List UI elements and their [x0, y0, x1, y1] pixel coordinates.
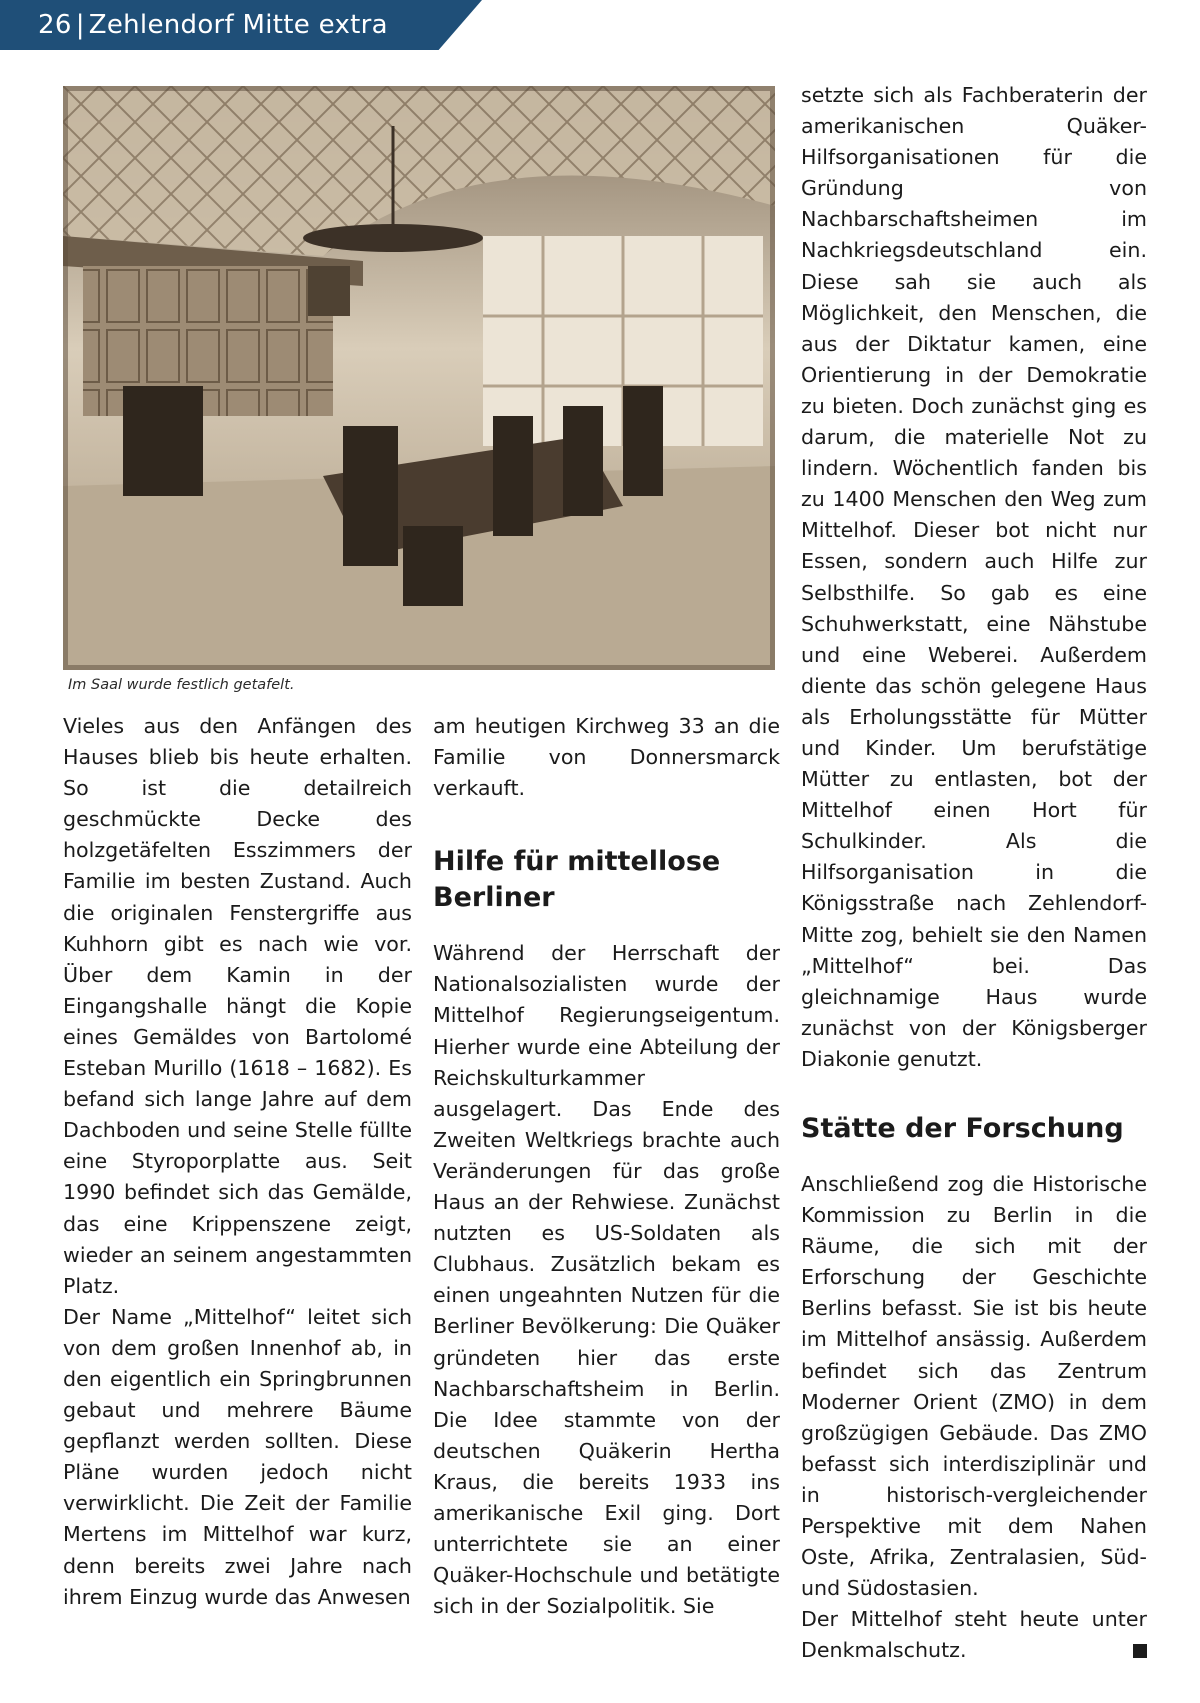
section-title: Zehlendorf Mitte extra	[88, 10, 388, 40]
wall-paneling	[83, 266, 333, 416]
paragraph: Anschließend zog die Historische Kommission zu Berlin in die Räume, die sich mit der Erforschung der Geschichte Berlins befasst. Sie ist bis heute im Mittelhof ansässig. Außerdem befindet sich das Zentrum Moderner Orient (ZMO) in dem großzügigen Gebäude. Das ZMO befasst sich interdisziplinär und in historisch-vergleichender Perspektive mit dem Nahen Oste, Afrika, Zentralasien, Süd- und Südostasien.	[801, 1172, 1147, 1601]
paragraph: am heutigen Kirchweg 33 an die Familie von Donnersmarck verkauft.	[433, 714, 780, 801]
paragraph: Während der Herrschaft der Nationalsozialisten wurde der Mittelhof Regierungseigentum. Hierher wurde eine Abteilung der Reichskulturkammer ausgelagert. Das Ende des Zweiten Weltkriegs brachte auch Veränderungen für das große Haus an der Rehwiese. Zunächst nutzten es US-Soldaten als Clubhaus. Zusätzlich bekam es einen ungeahnten Nutzen für die Berliner Bevölkerung: Die Quäker gründeten hier das erste Nachbarschaftsheim in Berlin. Die Idee stammte von der deutschen Quäkerin Hertha Kraus, die bereits 1933 ins amerikanische Exil ging. Dort unterrichtete sie an einer Quäker-Hochschule und betätigte sich in der Sozialpolitik. Sie	[433, 941, 780, 1619]
subheading: Stätte der Forschung	[801, 1113, 1124, 1144]
page-number: 26	[38, 10, 72, 40]
header-separator: |	[75, 10, 85, 40]
closing-paragraph	[801, 1604, 1147, 1666]
article-column-middle	[433, 711, 780, 1622]
article-column-right	[801, 80, 1147, 1667]
article-column-left	[63, 711, 412, 1613]
paragraph: Vieles aus den Anfängen des Hauses blieb bis heute erhalten. So ist die detailreich geschmückte Decke des holzgetäfelten Esszimmers der Familie im besten Zustand. Auch die originalen Fenstergriffe aus Kuhhorn gibt es nach wie vor. Über dem Kamin in der Eingangshalle hängt die Kopie eines Gemäldes von Bartolomé Esteban Murillo (1618 – 1682). Es befand sich lange Jahre auf dem Dachboden und seine Stelle füllte eine Styroporplatte aus. Seit 1990 befindet sich das Gemälde, das eine Krippenszene zeigt, wieder an seinem angestammten Platz.	[63, 714, 412, 1298]
chandelier	[303, 224, 483, 252]
page-header	[38, 10, 388, 40]
closing-text: Der Mittelhof steht heute unter Denkmalschutz.	[801, 1607, 1147, 1663]
dining-hall-photo	[63, 86, 775, 670]
paragraph: setzte sich als Fachberaterin der amerikanischen Quäker-Hilfsorganisationen für die Gründung von Nachbarschaftsheimen im Nachkriegsdeutschland ein. Diese sah sie auch als Möglichkeit, den Menschen, die aus der Diktatur kamen, eine Orientierung in der Demokratie zu bieten. Doch zunächst ging es darum, die materielle Not zu lindern. Wöchentlich fanden bis zu 1400 Menschen den Weg zum Mittelhof. Dieser bot nicht nur Essen, sondern auch Hilfe zur Selbsthilfe. So gab es eine Schuhwerkstatt, eine Nähstube und eine Weberei. Außerdem diente das schön gelegene Haus als Erholungsstätte für Mütter und Kinder. Um berufstätige Mütter zu entlasten, bot der Mittelhof einen Hort für Schulkinder. Als die Hilfsorganisation in die Königsstraße nach Zehlendorf-Mitte zog, behielt sie den Namen „Mittelhof“ bei. Das gleichnamige Haus wurde zunächst von der Königsberger Diakonie genutzt.	[801, 83, 1147, 1071]
photo-caption: Im Saal wurde festlich getafelt.	[68, 677, 295, 693]
paragraph: Der Name „Mittelhof“ leitet sich von dem großen Innenhof ab, in den eigentlich ein Springbrunnen gebaut und mehrere Bäume gepflanzt werden sollten. Diese Pläne wurden jedoch nicht verwirklicht. Die Zeit der Familie Mertens im Mittelhof war kurz, denn bereits zwei Jahre nach ihrem Einzug wurde das Anwesen	[63, 1304, 412, 1609]
dining-hall-illustration	[63, 86, 775, 670]
framed-picture	[308, 266, 350, 316]
end-of-article-icon	[1133, 1644, 1147, 1658]
subheading: Hilfe für mittellose Berliner	[433, 846, 721, 914]
